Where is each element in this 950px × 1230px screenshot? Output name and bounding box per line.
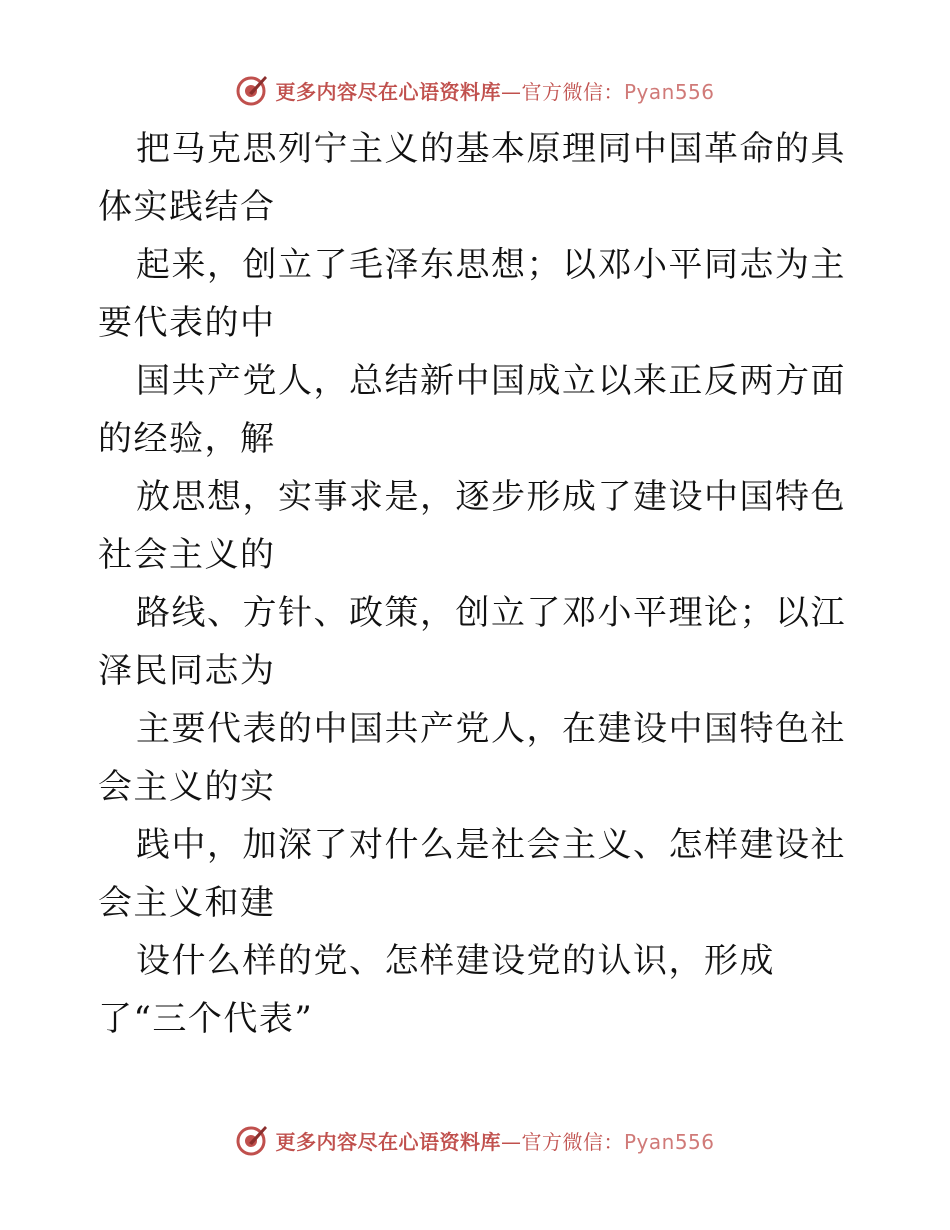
header-banner-text: [275, 76, 714, 105]
header-banner: [0, 70, 950, 110]
paragraph-7: 践中，加深了对什么是社会主义、怎样建设社会主义和建: [98, 825, 846, 923]
paragraph-2: 起来，创立了毛泽东思想；以邓小平同志为主要代表的中: [98, 245, 846, 343]
footer-banner-wechat-label: 官方微信：: [521, 1129, 624, 1154]
paragraph-6: 主要代表的中国共产党人，在建设中国特色社会主义的实: [98, 709, 846, 807]
paragraph-5: 路线、方针、政策，创立了邓小平理论；以江泽民同志为: [98, 593, 846, 691]
header-banner-wechat-label: 官方微信：: [521, 79, 624, 104]
header-banner-separator: —: [500, 79, 522, 104]
paragraph-1: 把马克思列宁主义的基本原理同中国革命的具体实践结合: [98, 129, 846, 227]
footer-banner-wechat-id: Pyan556: [623, 1129, 715, 1154]
footer-banner-text: [275, 1126, 714, 1155]
paragraph-3: 国共产党人，总结新中国成立以来正反两方面的经验，解: [98, 361, 846, 459]
header-banner-wechat-id: Pyan556: [623, 79, 715, 104]
footer-banner-separator: —: [500, 1129, 522, 1154]
footer-banner-main-text: 更多内容尽在心语资料库: [275, 1129, 501, 1154]
document-body: [98, 120, 858, 1048]
quill-pen-logo-icon: [235, 73, 269, 107]
footer-banner: [0, 1120, 950, 1160]
quill-pen-logo-icon: [235, 1123, 269, 1157]
paragraph-4: 放思想，实事求是，逐步形成了建设中国特色社会主义的: [98, 477, 846, 575]
paragraph-8: 设什么样的党、怎样建设党的认识，形成了“三个代表”: [98, 941, 775, 1039]
header-banner-main-text: 更多内容尽在心语资料库: [275, 79, 501, 104]
